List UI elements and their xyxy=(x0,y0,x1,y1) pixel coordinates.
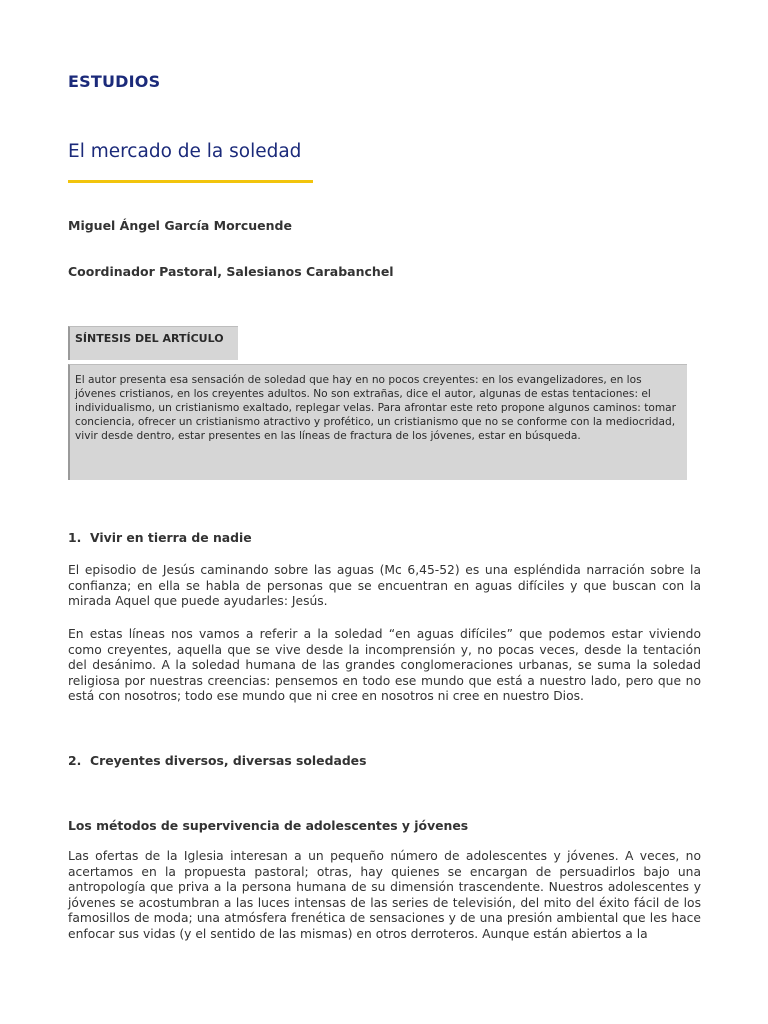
paragraph-1: El episodio de Jesús caminando sobre las aguas (Mc 6,45-52) es una espléndida narración sobre la confianza; en ella se habla de personas que se encuentran en aguas difíciles y que buscan con la mirada Aquel que puede ayudarles: Jesús. xyxy=(68,563,701,608)
section-title-1: Vivir en tierra de nadie xyxy=(90,530,252,545)
paragraph-3: Las ofertas de la Iglesia interesan a un pequeño número de adolescentes y jóvenes. A veces, no acertamos en la propuesta pastoral; otras, hay quienes se encargan de persuadirlos bajo una antropología que priva a la persona humana de su dimensión trascendente. Nuestros adolescentes y jóvenes se acostumbran a las luces intensas de las series de televisión, del mito del éxito fácil de los famosillos de moda; una atmósfera frenética de sensaciones y de una presión ambiental que les hace enfocar sus vidas (y el sentido de las mismas) en otros derroteros. Aunque están abiertos a la xyxy=(68,849,701,941)
author-name: Miguel Ángel García Morcuende xyxy=(68,218,292,233)
title-underline xyxy=(68,180,313,183)
section-number-1: 1. xyxy=(68,530,82,545)
summary-heading: SÍNTESIS DEL ARTÍCULO xyxy=(75,332,224,345)
paragraph-2: En estas líneas nos vamos a referir a la soledad “en aguas difíciles” que podemos estar viviendo como creyentes, aquella que se vive desde la incomprensión y, no pocas veces, desde la tentación del desánimo. A la soledad humana de las grandes conglomeraciones urbanas, se suma la soledad religiosa por nuestras creencias: pensemos en todo ese mundo que está a nuestro lado, pero que no está con nosotros; todo ese mundo que ni cree en nosotros ni cree en nuestro Dios. xyxy=(68,627,701,703)
section-title-2: Creyentes diversos, diversas soledades xyxy=(90,753,367,768)
section-label: ESTUDIOS xyxy=(68,72,161,91)
article-title: El mercado de la soledad xyxy=(68,141,302,162)
section-heading-2 xyxy=(68,753,366,768)
summary-text: El autor presenta esa sensación de soledad que hay en no pocos creyentes: en los evangelizadores, en los jóvenes cristianos, en los creyentes adultos. No son extrañas, dice el autor, algunas de estas tentaciones: el individualismo, un cristianismo exaltado, replegar velas. Para afrontar este reto propone algunos caminos: tomar conciencia, ofrecer un cristianismo atractivo y profético, un cristianismo que no se conforme con la mediocridad, vivir desde dentro, estar presentes en las líneas de fractura de los jóvenes, estar en búsqueda. xyxy=(75,374,677,442)
subsection-heading: Los métodos de supervivencia de adolescentes y jóvenes xyxy=(68,818,469,833)
summary-header xyxy=(68,326,238,360)
section-heading-1 xyxy=(68,530,252,545)
section-number-2: 2. xyxy=(68,753,82,768)
summary-box xyxy=(68,364,687,480)
author-role: Coordinador Pastoral, Salesianos Carabanchel xyxy=(68,264,394,279)
